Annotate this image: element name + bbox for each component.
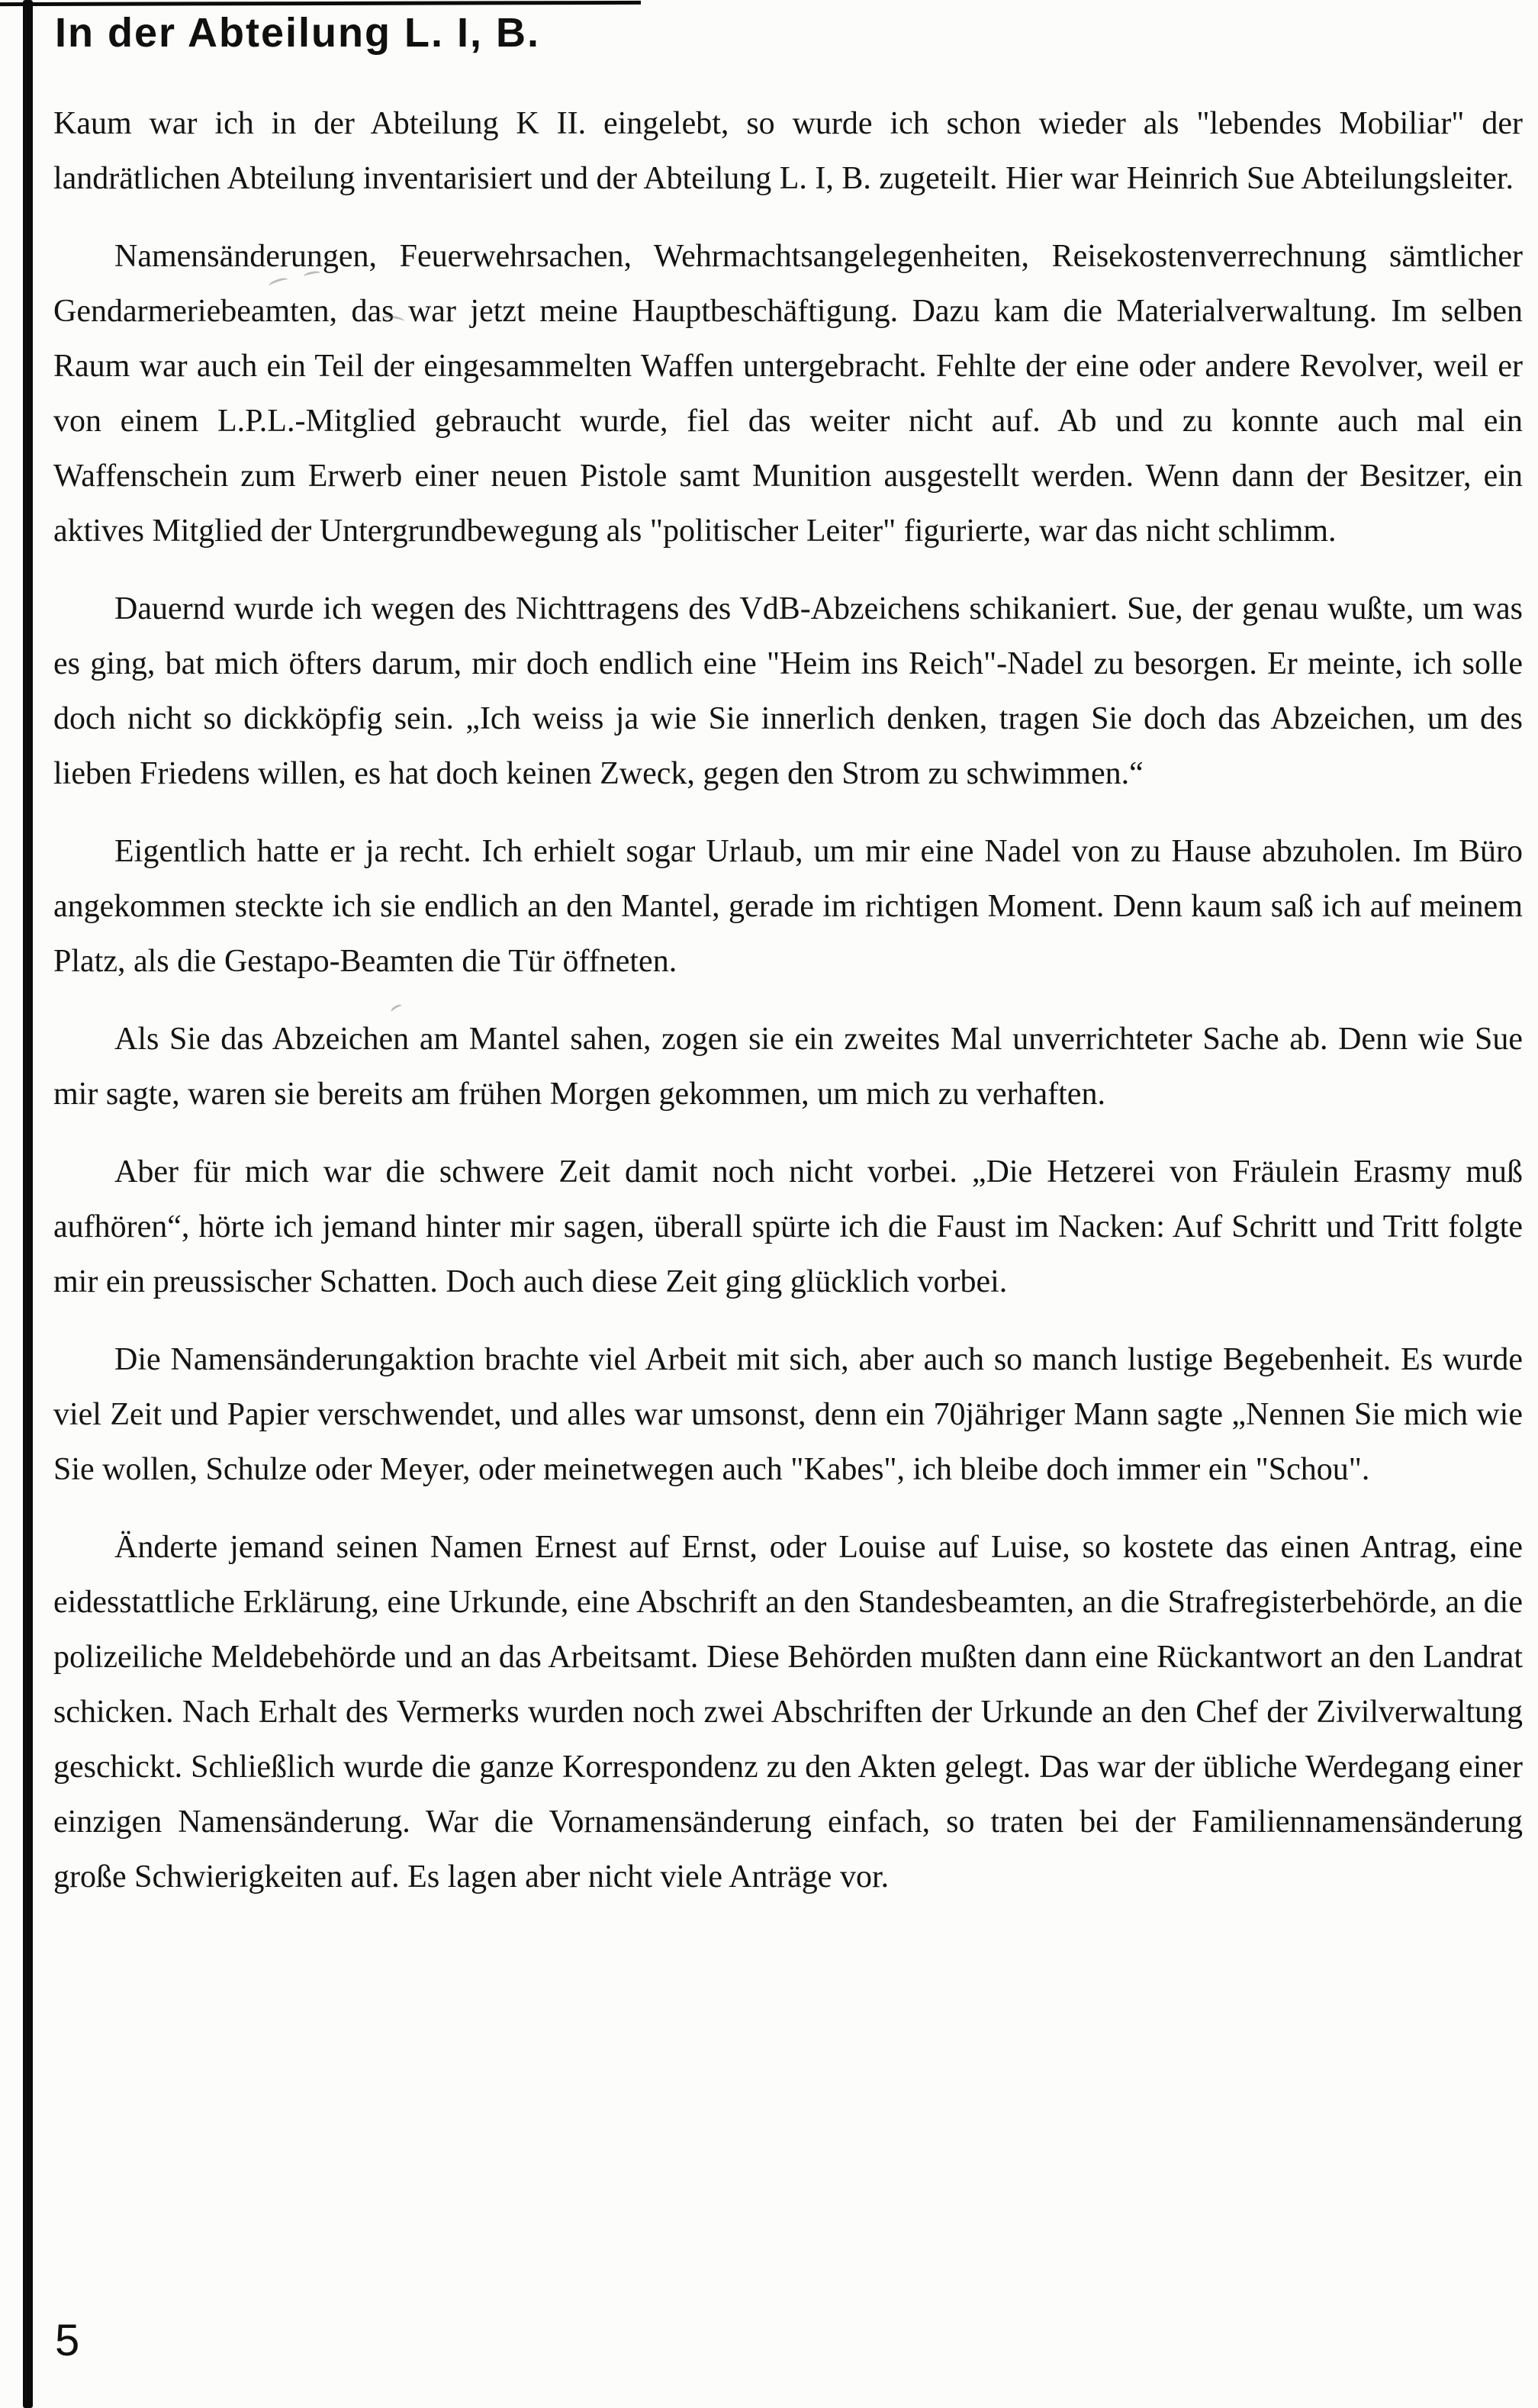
paragraph: Dauernd wurde ich wegen des Nichttragens des VdB-Abzeichens schikaniert. Sue, der genau wußte, um was es ging, bat mich öfters darum, mir doch endlich eine "Heim ins Reich"-Nadel zu besorgen. Er meinte, ich solle doch nicht so dickköpfig sein. „Ich weiss ja wie Sie innerlich denken, tragen Sie doch das Abzeichen, um des lieben Friedens willen, es hat doch keinen Zweck, gegen den Strom zu schwimmen.“: [53, 591, 1523, 791]
scan-artifact-left-edge: [23, 0, 33, 2408]
page-number: 5: [55, 2316, 80, 2365]
paragraph: Als Sie das Abzeichen am Mantel sahen, zogen sie ein zweites Mal unverrichteter Sache ab. Denn wie Sue mir sagte, waren sie bereits am frühen Morgen gekommen, um mich zu verhaften.: [53, 1022, 1523, 1112]
paragraph: Die Namensänderungaktion brachte viel Arbeit mit sich, aber auch so manch lustige Begebenheit. Es wurde viel Zeit und Papier verschwendet, und alles war umsonst, denn ein 70jähriger Mann sagte „Nennen Sie mich wie Sie wollen, Schulze oder Meyer, oder meinetwegen auch "Kabes", ich bleibe doch immer ein "Schou".: [53, 1342, 1523, 1487]
page-content: [53, 9, 1523, 1904]
paragraph: Eigentlich hatte er ja recht. Ich erhielt sogar Urlaub, um mir eine Nadel von zu Hause abzuholen. Im Büro angekommen steckte ich sie endlich an den Mantel, gerade im richtigen Moment. Denn kaum saß ich auf meinem Platz, als die Gestapo-Beamten die Tür öffneten.: [53, 834, 1523, 979]
paragraph: Aber für mich war die schwere Zeit damit noch nicht vorbei. „Die Hetzerei von Fräulein Erasmy muß aufhören“, hörte ich jemand hinter mir sagen, überall spürte ich die Faust im Nacken: Auf Schritt und Tritt folgte mir ein preussischer Schatten. Doch auch diese Zeit ging glücklich vorbei.: [53, 1154, 1523, 1299]
page-title: In der Abteilung L. I, B.: [55, 10, 540, 56]
paragraph: Kaum war ich in der Abteilung K II. eingelebt, so wurde ich schon wieder als "lebendes Mobiliar" der landrätlichen Abteilung inventarisiert und der Abteilung L. I, B. zugeteilt. Hier war Heinrich Sue Abteilungsleiter.: [53, 106, 1523, 196]
paragraph: Änderte jemand seinen Namen Ernest auf Ernst, oder Louise auf Luise, so kostete das einen Antrag, eine eidesstattliche Erklärung, eine Urkunde, eine Abschrift an den Standesbeamten, an die Strafregisterbehörde, an die polizeiliche Meldebehörde und an das Arbeitsamt. Diese Behörden mußten dann eine Rückantwort an den Landrat schicken. Nach Erhalt des Vermerks wurden noch zwei Abschriften der Urkunde an den Chef der Zivilverwaltung geschickt. Schließlich wurde die ganze Korrespondenz zu den Akten gelegt. Das war der übliche Werdegang einer einzigen Namensänderung. War die Vornamensänderung einfach, so traten bei der Familiennamensänderung große Schwierigkeiten auf. Es lagen aber nicht viele Anträge vor.: [53, 1530, 1523, 1895]
paragraph: Namensänderungen, Feuerwehrsachen, Wehrmachtsangelegenheiten, Reisekostenverrechnung sämtlicher Gendarmeriebeamten, das war jetzt meine Hauptbeschäftigung. Dazu kam die Materialverwaltung. Im selben Raum war auch ein Teil der eingesammelten Waffen untergebracht. Fehlte der eine oder andere Revolver, weil er von einem L.P.L.-Mitglied gebraucht wurde, fiel das weiter nicht auf. Ab und zu konnte auch mal ein Waffenschein zum Erwerb einer neuen Pistole samt Munition ausgestellt werden. Wenn dann der Besitzer, ein aktives Mitglied der Untergrundbewegung als "politischer Leiter" figurierte, war das nicht schlimm.: [53, 239, 1523, 549]
scan-artifact-top-edge: [0, 1, 641, 6]
